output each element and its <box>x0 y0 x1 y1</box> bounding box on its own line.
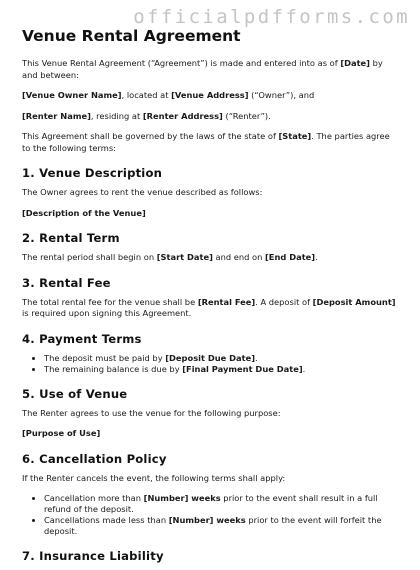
section-heading-rental-term: 2. Rental Term <box>22 231 120 245</box>
section-heading-use-of-venue: 5. Use of Venue <box>22 386 128 401</box>
rental-term-text: The rental period shall begin on [Start Date] and end on [End Date]. <box>22 252 318 262</box>
venue-description-placeholder: [Description of the Venue] <box>22 207 146 218</box>
cancellation-terms-list <box>22 493 400 537</box>
final-payment-date-placeholder: [Final Payment Due Date] <box>182 363 303 374</box>
section-heading-rental-fee: 3. Rental Fee <box>22 275 111 290</box>
renter-address-placeholder: [Renter Address] <box>142 110 223 121</box>
section-heading-cancellation-policy: 6. Cancellation Policy <box>22 451 167 466</box>
date-placeholder: [Date] <box>340 58 370 68</box>
state-placeholder: [State] <box>278 131 312 141</box>
cancellation-text: If the Renter cancels the event, the following terms shall apply: <box>22 472 286 483</box>
section-heading-payment-terms: 4. Payment Terms <box>22 331 142 346</box>
renter-paragraph: [Renter Name], residing at [Renter Address] (“Renter”). <box>22 110 271 121</box>
venue-address-placeholder: [Venue Address] <box>171 90 249 100</box>
owner-paragraph: [Venue Owner Name], located at [Venue Address] (“Owner”), and <box>22 90 315 100</box>
section-heading-venue-description: 1. Venue Description <box>22 166 163 180</box>
payment-terms-list <box>22 353 400 375</box>
governing-law-paragraph: This Agreement shall be governed by the laws of the state of [State]. The parties agree to the following terms: <box>22 131 390 153</box>
use-of-venue-text: The Renter agrees to use the venue for the following purpose: <box>22 407 281 418</box>
weeks-placeholder: [Number] weeks <box>168 515 246 525</box>
owner-name-placeholder: [Venue Owner Name] <box>22 90 122 100</box>
watermark: officialpdfforms.com <box>133 6 410 28</box>
agreement-body <box>22 27 400 570</box>
venue-description-text: The Owner agrees to rent the venue described as follows: <box>22 187 263 197</box>
start-date-placeholder: [Start Date] <box>156 252 213 262</box>
purpose-placeholder: [Purpose of Use] <box>22 428 101 438</box>
list-item: • The deposit must be paid by [Deposit Due Date]. <box>44 353 400 364</box>
section-heading-insurance-liability: 7. Insurance Liability <box>22 549 164 563</box>
list-item: • Cancellations made less than [Number] weeks prior to the event will forfeit the deposit. <box>44 515 400 537</box>
rental-fee-text: The total rental fee for the venue shall be [Rental Fee]. A deposit of [Deposit Amount] is required upon signing this Agreement. <box>22 296 396 318</box>
deposit-amount-placeholder: [Deposit Amount] <box>312 296 396 307</box>
renter-name-placeholder: [Renter Name] <box>22 110 91 121</box>
list-item: • The remaining balance is due by [Final Payment Due Date]. <box>44 364 400 375</box>
end-date-placeholder: [End Date] <box>265 252 316 262</box>
deposit-due-date-placeholder: [Deposit Due Date] <box>165 352 256 363</box>
intro-paragraph: This Venue Rental Agreement (“Agreement”) is made and entered into as of [Date] by and between: <box>22 58 383 80</box>
list-item: • Cancellation more than [Number] weeks prior to the event shall result in a full refund of the deposit. <box>44 493 400 515</box>
weeks-placeholder: [Number] weeks <box>143 493 221 503</box>
document-title: Venue Rental Agreement <box>22 27 241 45</box>
rental-fee-placeholder: [Rental Fee] <box>197 296 256 307</box>
